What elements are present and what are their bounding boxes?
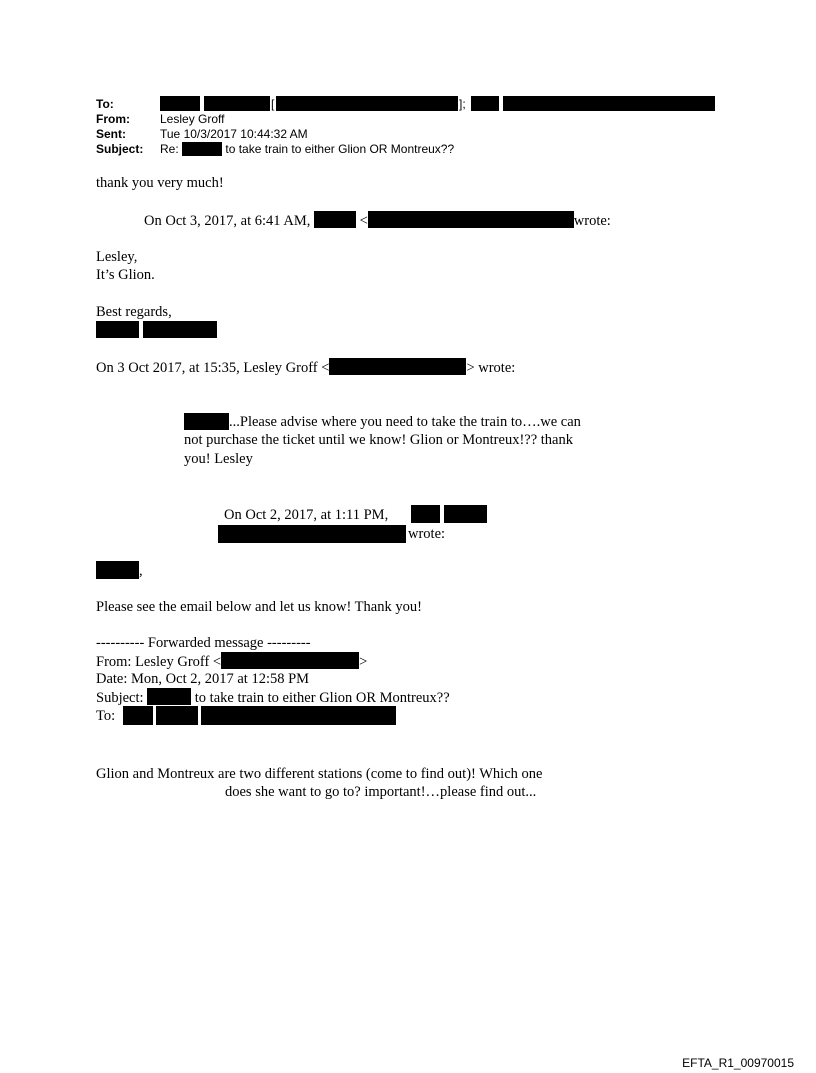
advise-line-2: not purchase the ticket until we know! Glion or Montreux!?? thank — [184, 432, 573, 448]
to-label: To: — [96, 97, 114, 111]
redaction — [471, 96, 499, 111]
quote3-wrote: wrote: — [408, 526, 446, 542]
redaction — [314, 211, 356, 228]
redaction — [444, 505, 487, 523]
redaction — [218, 525, 406, 543]
forwarded-from-text: From: Lesley Groff < — [96, 654, 222, 670]
header-subject-row — [96, 142, 596, 156]
advise-line-3: you! Lesley — [184, 451, 253, 467]
subject-value — [160, 142, 454, 156]
quote1-line — [144, 211, 611, 230]
quote1-wrote: wrote: — [573, 213, 611, 229]
glion-line: It’s Glion. — [96, 267, 155, 283]
forwarded-subject-label: Subject: — [96, 690, 144, 706]
comma: , — [139, 563, 143, 579]
redaction — [182, 142, 222, 156]
redaction — [147, 688, 191, 705]
quote2-intro: On 3 Oct 2017, at 15:35, Lesley Groff < — [96, 360, 330, 376]
from-value: Lesley Groff — [160, 112, 225, 126]
redaction — [184, 413, 229, 430]
redaction — [156, 706, 198, 725]
redaction — [96, 561, 139, 579]
forwarded-header: ---------- Forwarded message --------- — [96, 635, 311, 651]
redaction — [201, 706, 396, 725]
forwarded-subject — [96, 688, 450, 707]
forwarded-to-label: To: — [96, 708, 116, 724]
document-id: EFTA_R1_00970015 — [682, 1056, 794, 1070]
sent-label: Sent: — [96, 127, 126, 141]
please-see-line: Please see the email below and let us know! Thank you! — [96, 599, 422, 615]
header-sent-row — [96, 127, 496, 141]
reply-text: thank you very much! — [96, 175, 224, 191]
quote2-line — [96, 358, 515, 377]
best-regards: Best regards, — [96, 304, 172, 320]
forwarded-to — [96, 707, 115, 725]
redaction — [123, 706, 153, 725]
header-from-row — [96, 112, 496, 126]
redaction — [96, 321, 139, 338]
subject-rest: to take train to either Glion OR Montreux?? — [225, 142, 455, 156]
redaction — [329, 358, 466, 375]
redaction — [276, 96, 458, 111]
subject-label: Subject: — [96, 142, 144, 156]
redaction — [503, 96, 715, 111]
redaction — [160, 96, 200, 111]
greeting: Lesley, — [96, 249, 138, 265]
final-line-1: Glion and Montreux are two different stations (come to find out)! Which one — [96, 766, 543, 782]
forwarded-from-close: > — [359, 654, 368, 670]
subject-prefix: Re: — [160, 142, 179, 156]
sent-value: Tue 10/3/2017 10:44:32 AM — [160, 127, 308, 141]
redaction — [368, 211, 574, 228]
quote3-intro: On Oct 2, 2017, at 1:11 PM, — [224, 507, 389, 523]
quote1-intro: On Oct 3, 2017, at 6:41 AM, — [144, 213, 311, 229]
quote1-lt: < — [359, 213, 368, 229]
quote2-wrote: > wrote: — [466, 360, 516, 376]
redaction — [221, 652, 359, 669]
redaction — [143, 321, 217, 338]
advise-line-1: ...Please advise where you need to take the train to….we can — [229, 414, 581, 430]
from-label: From: — [96, 112, 130, 126]
quote3-line — [224, 506, 388, 524]
final-line-2: does she want to go to? important!…please find out... — [225, 784, 537, 800]
to-bracket-close: ]; — [459, 97, 466, 111]
to-bracket-open: [ — [271, 97, 275, 111]
forwarded-subject-rest: to take train to either Glion OR Montreux?? — [194, 690, 450, 706]
redaction — [204, 96, 270, 111]
forwarded-date: Date: Mon, Oct 2, 2017 at 12:58 PM — [96, 671, 310, 687]
redaction — [411, 505, 440, 523]
forwarded-from — [96, 652, 367, 671]
